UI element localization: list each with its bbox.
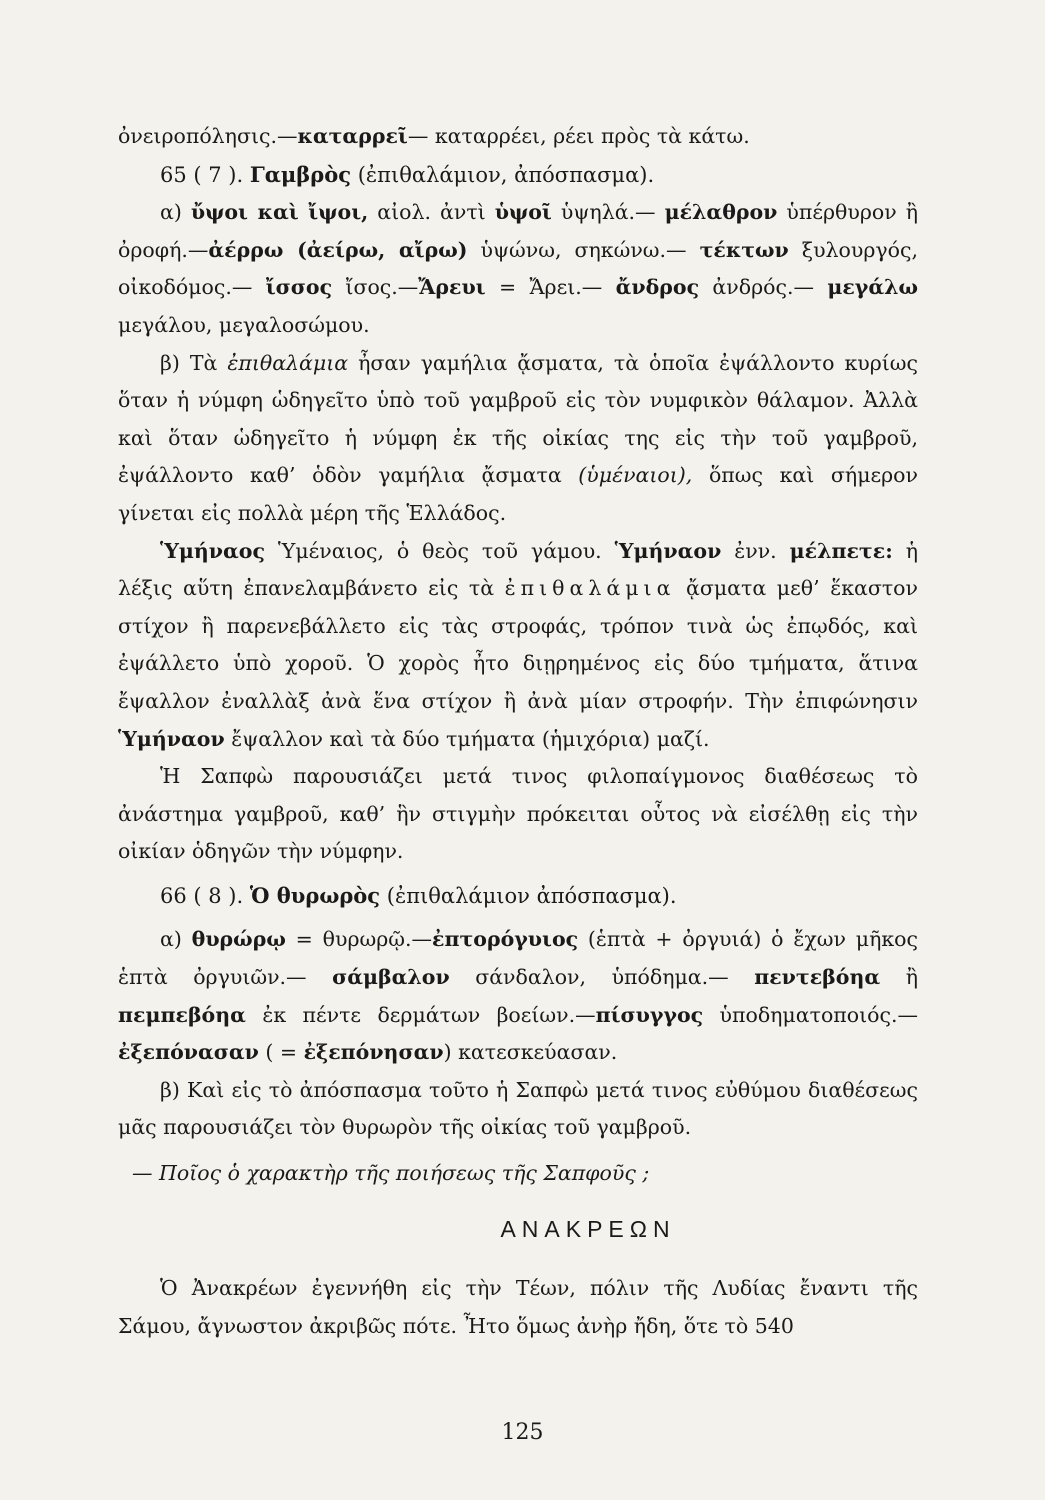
paragraph-beta-66: β) Καὶ εἰς τὸ ἀπόσπασμα τοῦτο ἡ Σαπφὼ μετά τινος εὐθύμου διαθέσεως μᾶς παρουσιάζει τὸν θυρωρὸν τῆς οἰκίας τοῦ γαμβροῦ. — [118, 1077, 918, 1140]
spaced-term: ἐπιθαλάμια — [504, 576, 676, 601]
text-run: ἔψαλλον καὶ τὰ δύο τμήματα (ἡμιχόρια) μαζί. — [224, 726, 710, 751]
section-title: Γαμβρὸς — [249, 161, 352, 187]
bold-term: ὑψοῖ — [494, 200, 552, 225]
section-number: 66 ( 8 ). — [160, 883, 250, 908]
paragraph-alpha-66 — [118, 921, 918, 1071]
bold-term: ἐξεπόνησαν — [303, 1040, 444, 1065]
bold-term: Ὑμήναος — [160, 538, 265, 563]
section-title: Ὁ θυρωρὸς — [249, 882, 381, 908]
bold-term: πεντεβόηα — [754, 965, 881, 990]
paragraph-sappho-groom: Ἡ Σαπφὼ παρουσιάζει μετά τινος φιλοπαίγμονος διαθέσεως τὸ ἀνάστημα γαμβροῦ, καθ’ ἣν στιγμὴν πρόκειται οὗτος νὰ εἰσέλθῃ εἰς τὴν οἰκίαν ὁδηγῶν τὴν νύμφην. — [118, 764, 918, 864]
study-question — [118, 1155, 918, 1193]
text-run: μεγάλου, μεγαλοσώμου. — [118, 312, 370, 337]
text-run: ὑπέρθυρον ἢ ὀροφή.— — [118, 200, 918, 262]
text-run: ( = — [258, 1040, 304, 1065]
section-number: 65 ( 7 ). — [160, 162, 250, 187]
text-run: ὅπως καὶ σήμερον γίνεται εἰς πολλὰ μέρη τῆς Ἑλλάδος. — [118, 463, 918, 525]
text-run: ὀνειροπόλησις.— — [118, 124, 298, 148]
text-run: = Ἄρει.— — [485, 275, 616, 300]
bold-term: πεμπεβόηα — [118, 1002, 246, 1027]
section-heading-66 — [118, 877, 918, 916]
text-run: — καταρρέει, ρέει πρὸς τὰ κάτω. — [407, 124, 750, 148]
bold-term: θυρώρῳ — [191, 927, 286, 952]
bold-term: ἄνδρος — [615, 275, 700, 300]
text-run: ἢ — [880, 965, 918, 990]
text-run: α) — [160, 200, 191, 225]
text-run: ὑψώνω, σηκώνω.— — [467, 237, 700, 262]
paragraph-anacreon: Ὁ Ἀνακρέων ἐγεννήθη εἰς τὴν Τέων, πόλιν τῆς Λυδίας ἔναντι τῆς Σάμου, ἄγνωστον ἀκριβῶς πότε. Ἦτο ὅμως ἀνὴρ ἤδη, ὅτε τὸ 540 — [118, 1276, 918, 1338]
question-text: — Ποῖος ὁ χαρακτὴρ τῆς ποιήσεως τῆς Σαπφοῦς ; — [132, 1161, 650, 1186]
text-run: ἴσος.— — [332, 275, 419, 300]
section-heading-65 — [118, 156, 918, 195]
text-run: ) κατεσκεύασαν. — [443, 1040, 618, 1065]
italic-term: (ὑμέναιοι), — [578, 463, 693, 488]
text-run: σάνδαλον, ὑπόδημα.— — [449, 965, 755, 990]
text-run: (ἑπτὰ + ὀργυιά) ὁ ἔχων μῆκος ἑπτὰ ὀργυιῶν.— — [118, 927, 918, 990]
text-run: ὑποδηματοποιός.— — [703, 1002, 918, 1027]
paragraph-alpha-65 — [118, 194, 918, 344]
chapter-heading: ΑΝΑΚΡΕΩΝ — [500, 1215, 676, 1242]
bold-term: Ὑμήναον — [614, 538, 722, 563]
text-run: ἐνν. — [721, 538, 790, 563]
bold-term: Ὑμήναον — [118, 726, 225, 751]
bold-term: ἐξεπόνασαν — [118, 1040, 259, 1065]
text-run: = θυρωρῷ.— — [285, 927, 433, 952]
text-run: ὑψηλά.— — [551, 200, 665, 225]
text-line — [118, 118, 918, 156]
bold-term: σάμβαλον — [332, 965, 450, 990]
bold-term: μέλαθρον — [664, 200, 778, 225]
text-run: αἰολ. ἀντὶ — [368, 200, 495, 225]
italic-term: ἐπιθαλάμια — [227, 350, 349, 375]
text-run: ἐκ πέντε δερμάτων βοείων.— — [245, 1002, 596, 1027]
bold-term: Ἄρευι — [418, 275, 486, 300]
paragraph-beta-65 — [118, 345, 918, 533]
bold-term: μέλπετε: — [789, 538, 893, 563]
text-run: ἦσαν γαμήλια ᾄσματα, τὰ ὁποῖα ἐψάλλοντο κυρίως ὅταν ἡ νύμφη ὡδηγεῖτο ὑπὸ τοῦ γαμβροῦ εἰς τὸν νυμφικὸν θάλαμον. Ἀλλὰ καὶ ὅταν ὡδηγεῖτο ἡ νύμφη ἐκ τῆς οἰκίας της εἰς τὴν τοῦ γαμβροῦ, ἐψάλλοντο καθ’ ὁδὸν γαμήλια ᾄσματα — [118, 350, 919, 488]
text-run: α) — [160, 927, 192, 952]
text-run: ᾄσματα μεθ’ ἕκαστον στίχον ἢ παρενεβάλλετο εἰς τὰς στροφάς, τρόπον τινὰ ὡς ἐπῳδός, καὶ ἐψάλλετο ὑπὸ χοροῦ. Ὁ χορὸς ἦτο διῃρημένος εἰς δύο τμήματα, ἅτινα ἔψαλλον ἐναλλὰξ ἀνὰ ἕνα στίχον ἢ ἀνὰ μίαν στροφήν. Τὴν ἐπιφώνησιν — [118, 576, 918, 713]
text-run: ἀνδρός.— — [699, 275, 828, 300]
text-run: ἡ λέξις αὕτη ἐπανελαμβάνετο εἰς τὰ — [118, 538, 918, 601]
bold-term: ὔψοι καὶ ἴψοι, — [190, 200, 369, 225]
text-run: ξυλουργός, οἰκοδόμος.— — [118, 237, 918, 300]
paragraph-hymenaios — [118, 533, 918, 759]
page-number: 125 — [501, 1420, 544, 1445]
text-run: β) Τὰ — [160, 350, 228, 375]
bold-term: μεγάλω — [827, 275, 919, 300]
bold-term: πίσυγγος — [595, 1002, 704, 1027]
bold-term: ἀέρρω (ἀείρω, αἴρω) — [208, 237, 468, 262]
page-body — [118, 118, 918, 1345]
section-subtitle: (ἐπιθαλάμιον, ἀπόσπασμα). — [351, 162, 655, 187]
text-run: Ὑμέναιος, ὁ θεὸς τοῦ γάμου. — [264, 538, 615, 563]
bold-term: τέκτων — [699, 237, 789, 262]
bold-term: ἴσσος — [265, 275, 333, 300]
section-subtitle: (ἐπιθαλάμιον ἀπόσπασμα). — [380, 883, 677, 908]
bold-term: καταρρεῖ — [297, 124, 408, 148]
bold-term: ἐπτορόγυιος — [432, 927, 579, 952]
